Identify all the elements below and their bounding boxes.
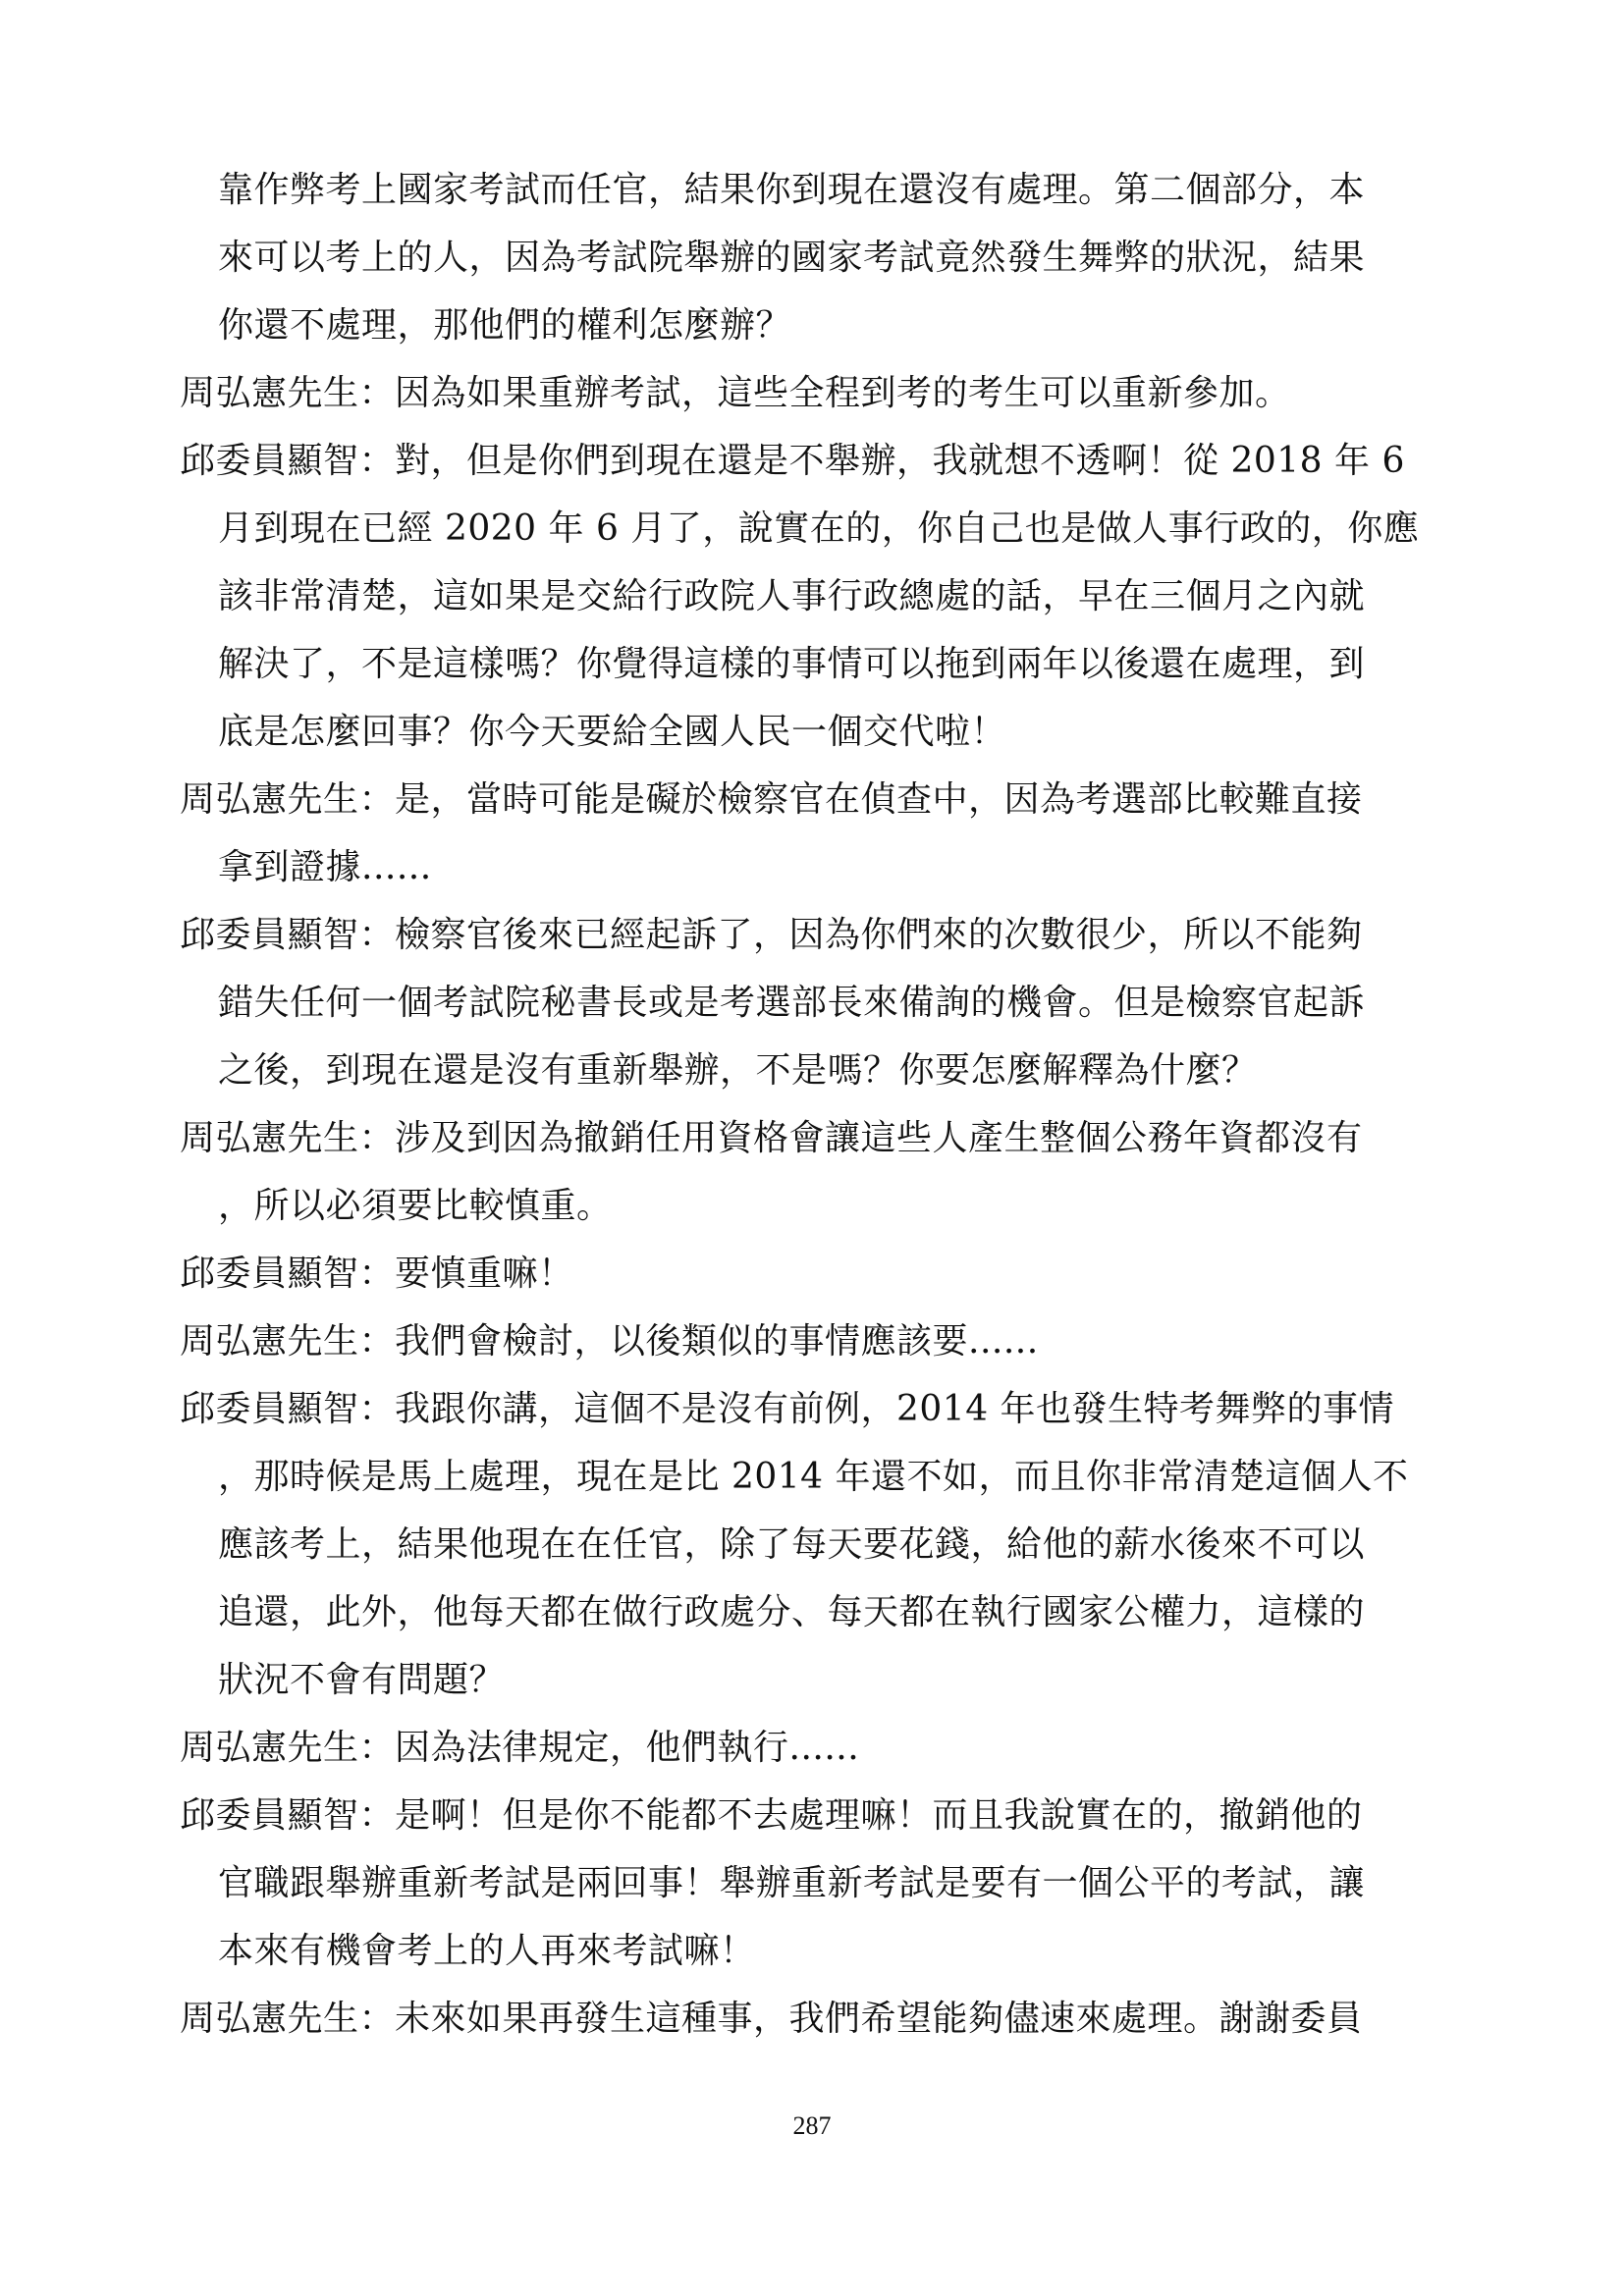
text-line: 追還，此外，他每天都在做行政處分、每天都在執行國家公權力，這樣的 bbox=[218, 1592, 1366, 1632]
speaker-line: 周弘憲先生：是，當時可能是礙於檢察官在偵查中，因為考選部比較難直接 bbox=[180, 779, 1363, 820]
text-line: 你還不處理，那他們的權利怎麼辦？ bbox=[218, 305, 792, 346]
text-line: 之後，到現在還是沒有重新舉辦，不是嗎？你要怎麼解釋為什麼？ bbox=[218, 1050, 1258, 1091]
text-line: 底是怎麼回事？你今天要給全國人民一個交代啦！ bbox=[218, 712, 1007, 752]
text-line: 官職跟舉辦重新考試是兩回事！舉辦重新考試是要有一個公平的考試，讓 bbox=[218, 1863, 1366, 1903]
text-line: 該非常清楚，這如果是交給行政院人事行政總處的話，早在三個月之內就 bbox=[218, 576, 1366, 616]
text-line: 狀況不會有問題？ bbox=[218, 1660, 506, 1700]
text-line: ，所以必須要比較慎重。 bbox=[218, 1186, 613, 1226]
speaker-line: 周弘憲先生：涉及到因為撤銷任用資格會讓這些人產生整個公務年資都沒有 bbox=[180, 1118, 1363, 1158]
text-line: 靠作弊考上國家考試而任官，結果你到現在還沒有處理。第二個部分，本 bbox=[218, 170, 1366, 210]
text-line: ，那時候是馬上處理，現在是比 2014 年還不如，而且你非常清楚這個人不 bbox=[218, 1457, 1409, 1497]
speaker-line: 周弘憲先生：未來如果再發生這種事，我們希望能夠儘速來處理。謝謝委員 bbox=[180, 1999, 1363, 2039]
speaker-line: 周弘憲先生：我們會檢討，以後類似的事情應該要...... bbox=[180, 1321, 1039, 1362]
speaker-line: 周弘憲先生：因為如果重辦考試，這些全程到考的考生可以重新參加。 bbox=[180, 373, 1291, 413]
speaker-line: 周弘憲先生：因為法律規定，他們執行...... bbox=[180, 1728, 860, 1768]
text-line: 本來有機會考上的人再來考試嘛！ bbox=[218, 1931, 756, 1971]
text-line: 錯失任何一個考試院秘書長或是考選部長來備詢的機會。但是檢察官起訴 bbox=[218, 983, 1366, 1023]
speaker-line: 邱委員顯智：要慎重嘛！ bbox=[180, 1254, 574, 1294]
text-line: 月到現在已經 2020 年 6 月了，說實在的，你自己也是做人事行政的，你應 bbox=[218, 508, 1420, 549]
text-line: 應該考上，結果他現在在任官，除了每天要花錢，給他的薪水後來不可以 bbox=[218, 1524, 1366, 1565]
speaker-line: 邱委員顯智：我跟你講，這個不是沒有前例，2014 年也發生特考舞弊的事情 bbox=[180, 1389, 1395, 1429]
page-number: 287 bbox=[792, 2111, 832, 2140]
text-line: 拿到證據...... bbox=[218, 847, 432, 887]
text-line: 來可以考上的人，因為考試院舉辦的國家考試竟然發生舞弊的狀況，結果 bbox=[218, 238, 1366, 278]
speaker-line: 邱委員顯智：檢察官後來已經起訴了，因為你們來的次數很少，所以不能夠 bbox=[180, 915, 1363, 955]
speaker-line: 邱委員顯智：是啊！但是你不能都不去處理嘛！而且我說實在的，撤銷他的 bbox=[180, 1795, 1363, 1836]
text-line: 解決了，不是這樣嗎？你覺得這樣的事情可以拖到兩年以後還在處理，到 bbox=[218, 644, 1366, 684]
speaker-line: 邱委員顯智：對，但是你們到現在還是不舉辦，我就想不透啊！從 2018 年 6 bbox=[180, 441, 1405, 481]
